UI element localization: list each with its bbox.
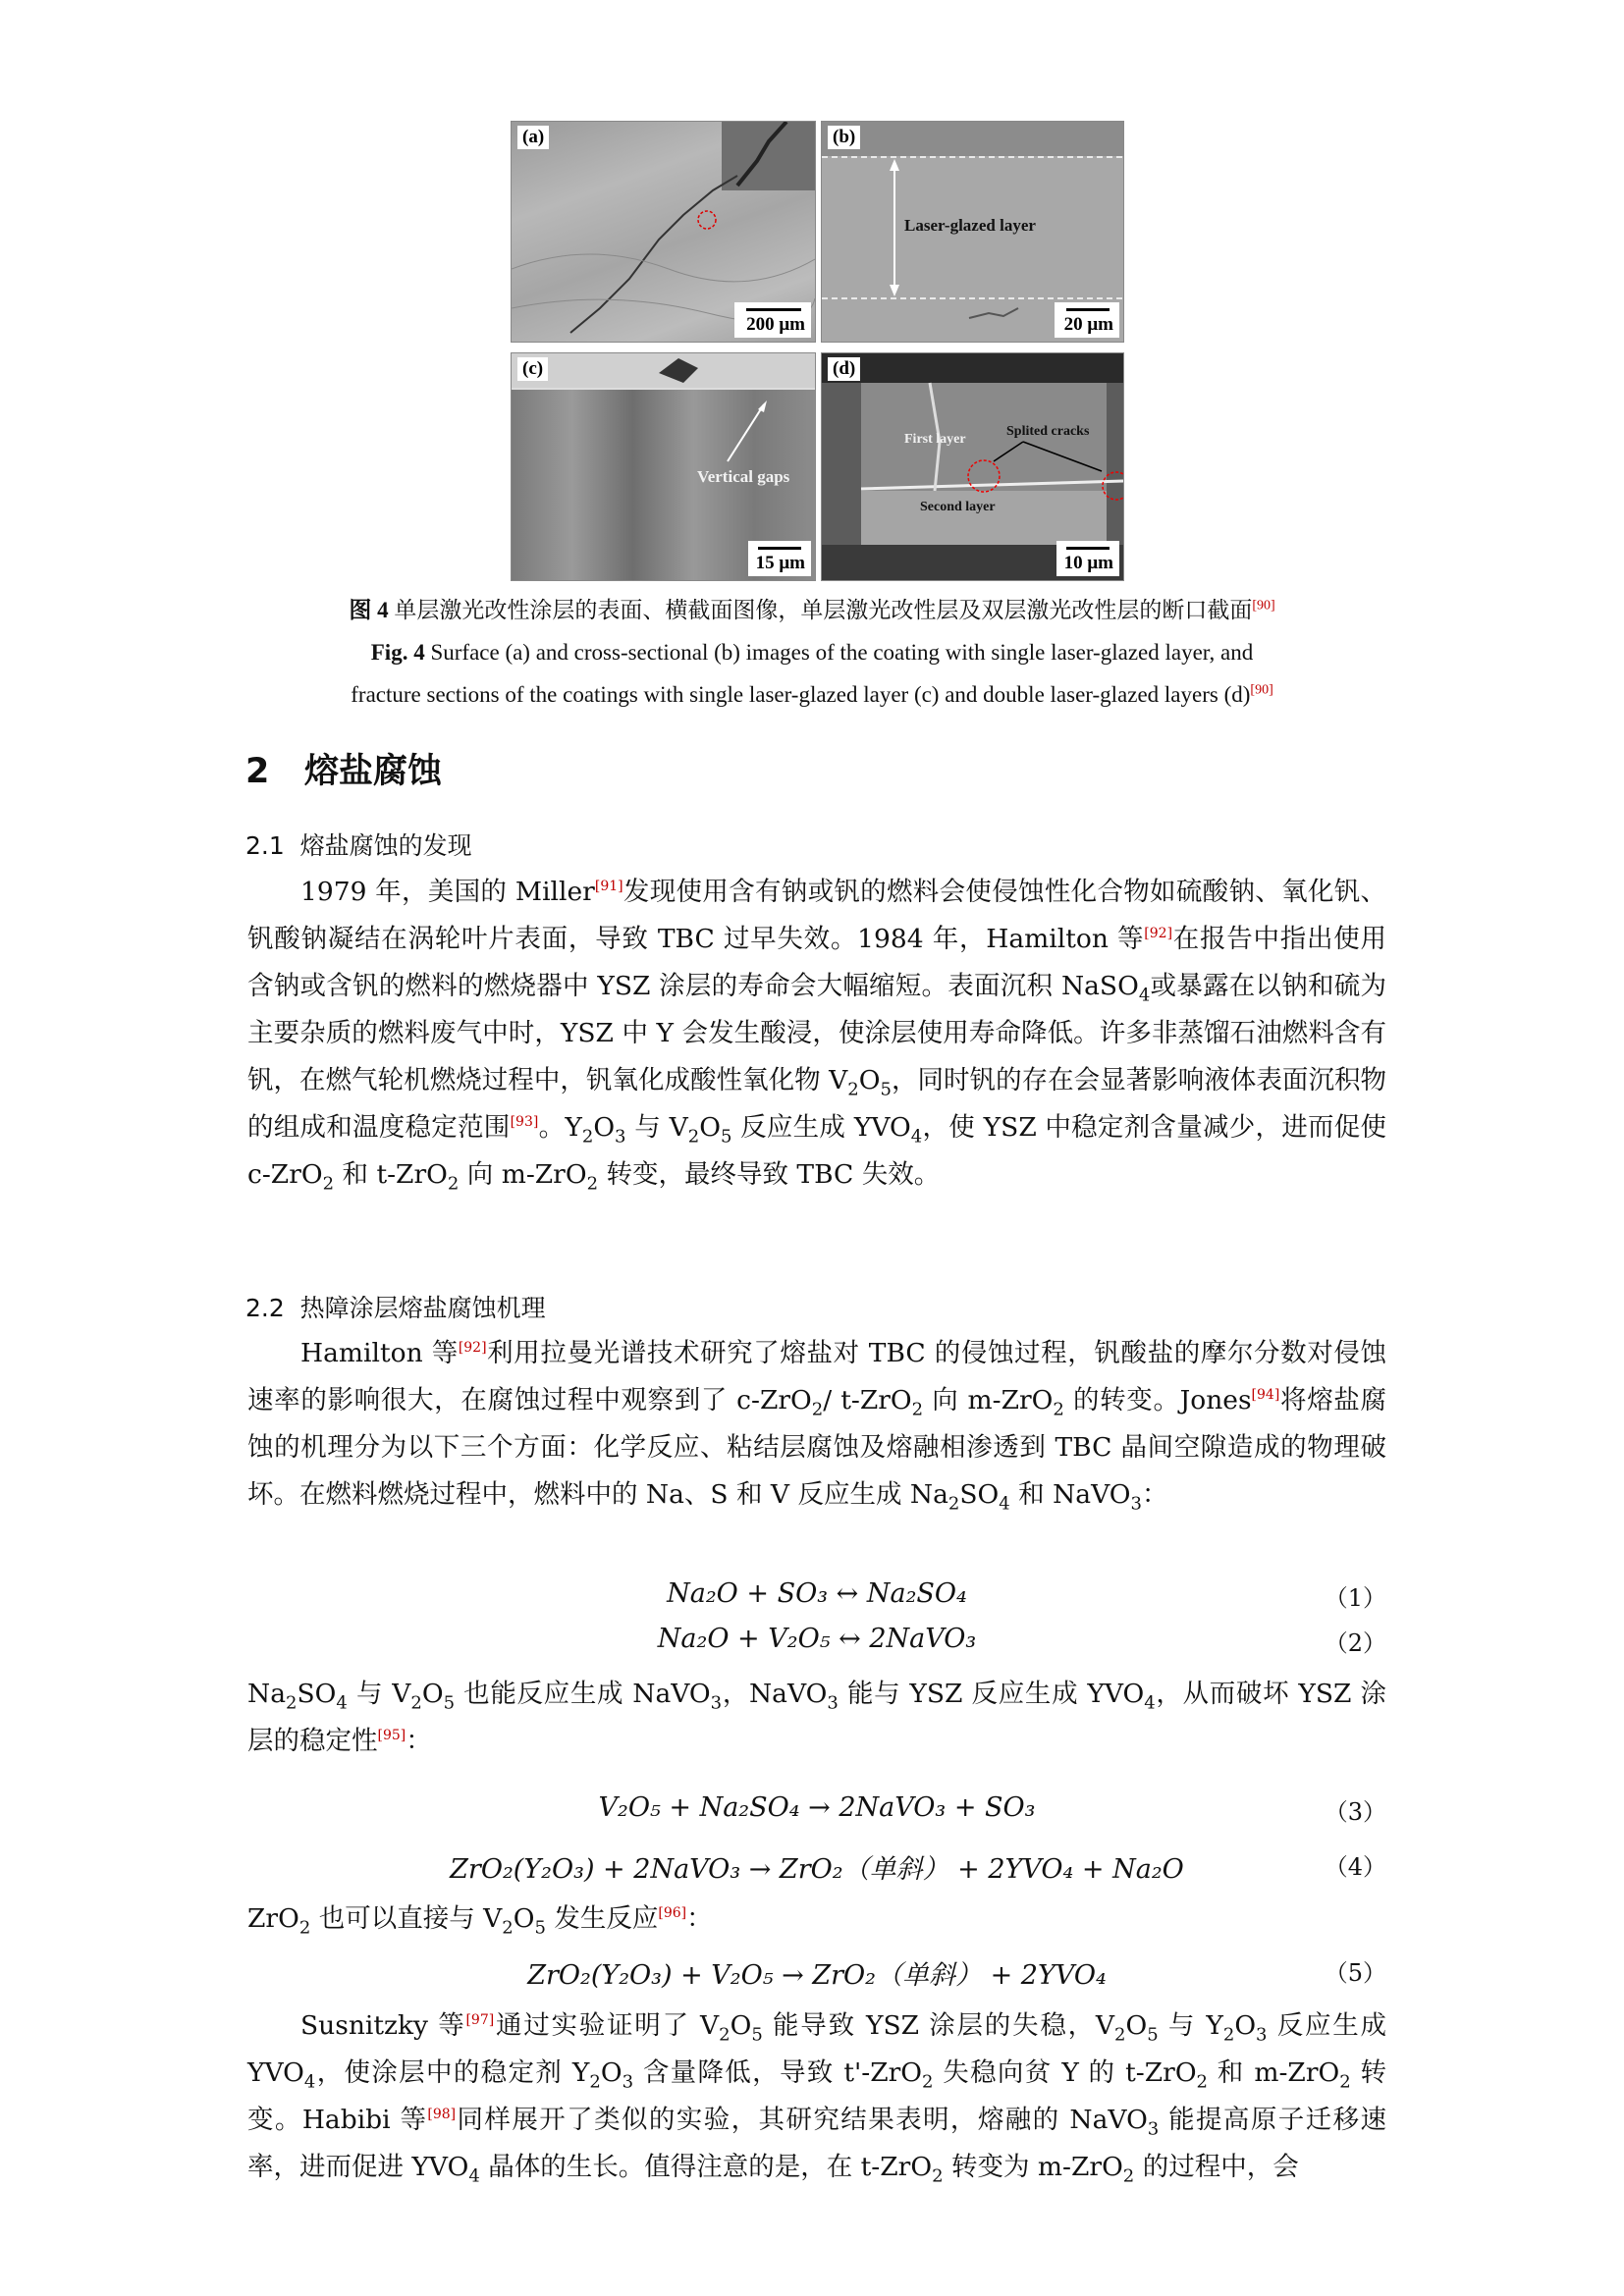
annotation-second-layer: Second layer <box>920 500 996 514</box>
caption-text: 单层激光改性涂层的表面、横截面图像，单层激光改性层及双层激光改性层的断口截面 <box>394 598 1253 622</box>
subsection-title: 热障涂层熔盐腐蚀机理 <box>299 1294 546 1322</box>
equation-number: （3） <box>1324 1798 1386 1826</box>
panel-label: (c) <box>517 357 548 381</box>
scale-text: 20 μm <box>1063 314 1113 335</box>
citation[interactable]: [92] <box>458 1340 487 1357</box>
subsection-number: 2.2 <box>245 1294 285 1322</box>
annotation-splited-cracks: Splited cracks <box>1006 424 1090 439</box>
annotation-laser-glazed-layer: Laser-glazed layer <box>904 216 1036 235</box>
caption-text: Surface (a) and cross-sectional (b) images of the coating with single laser-glazed layer, and <box>430 640 1254 665</box>
citation[interactable]: [91] <box>594 879 623 895</box>
annotation-vertical-gaps: Vertical gaps <box>697 467 790 486</box>
equation-number: （4） <box>1324 1853 1386 1881</box>
citation[interactable]: [94] <box>1251 1387 1280 1404</box>
scale-bar <box>734 302 811 338</box>
equation-5 <box>247 1953 1386 1993</box>
equation-2 <box>247 1624 1386 1663</box>
citation[interactable]: [90] <box>1250 682 1273 698</box>
panel-label: (d) <box>828 357 860 381</box>
citation[interactable]: [93] <box>510 1114 539 1131</box>
scale-text: 15 μm <box>755 553 805 573</box>
equation-number: （5） <box>1324 1959 1386 1987</box>
citation[interactable]: [96] <box>658 1905 687 1922</box>
equation-number: （1） <box>1324 1584 1386 1612</box>
equation-1 <box>247 1578 1386 1618</box>
figure-caption-zh <box>0 592 1624 629</box>
paragraph-2: Hamilton 等[92]利用拉曼光谱技术研究了熔盐对 TBC 的侵蚀过程，钒酸盐的摩尔分数对侵蚀速率的影响很大，在腐蚀过程中观察到了 c-ZrO$_2$/ t-ZrO$_2$ 向 m-ZrO$_2$ 的转变。Jones[94]将熔盐腐蚀的机理分为以下三个方面：化学反应、粘结层腐蚀及熔融相渗透到 TBC 晶间空隙造成的物理破坏。在燃料燃烧过程中，燃料中的 Na、S 和 V 反应生成 $Na_2SO_4$ 和 NaVO$_3$： <box>247 1338 1386 1515</box>
section-number: 2 <box>245 752 270 791</box>
subsection-heading-2-1 <box>245 827 472 862</box>
citation[interactable]: [92] <box>1144 926 1173 942</box>
figure-panel-d <box>821 352 1124 581</box>
scale-text: 10 μm <box>1063 553 1113 573</box>
caption-label: 图 4 <box>349 598 389 622</box>
scale-bar <box>748 541 811 576</box>
subsection-title: 熔盐腐蚀的发现 <box>299 831 472 860</box>
figure-caption-en-2 <box>0 676 1624 714</box>
citation[interactable]: [90] <box>1252 598 1275 614</box>
figure-panel-b <box>821 121 1124 343</box>
paragraph-4: ZrO$_2$ 也可以直接与 $V_2O_5$ 发生反应[96]： <box>247 1903 713 1939</box>
equation-4 <box>247 1847 1386 1887</box>
equation-formula: Na₂O + V₂O₅ ↔ 2NaVO₃ <box>657 1624 977 1654</box>
caption-label: Fig. 4 <box>370 640 425 665</box>
scale-text: 200 μm <box>746 314 805 335</box>
equation-formula: ZrO₂(Y₂O₃) + 2NaVO₃ → ZrO₂（单斜） + 2YVO₄ + Na₂O <box>450 1854 1184 1885</box>
paragraph-3: $Na_2SO_4$ 与 $V_2O_5$ 也能反应生成 NaVO$_3$，NaVO$_3$ 能与 YSZ 反应生成 $YVO_4$，从而破坏 YSZ 涂层的稳定性[95]： <box>247 1679 1386 1756</box>
equation-number: （2） <box>1324 1629 1386 1657</box>
panel-label: (b) <box>828 126 860 149</box>
citation[interactable]: [98] <box>427 2107 457 2123</box>
subsection-number: 2.1 <box>245 831 285 860</box>
figure-panel-c <box>511 352 816 581</box>
citation[interactable]: [95] <box>377 1728 406 1744</box>
scale-bar <box>1055 302 1119 338</box>
subsection-heading-2-2 <box>245 1289 546 1324</box>
caption-text: fracture sections of the coatings with single laser-glazed layer (c) and double laser-glazed layers (d) <box>351 682 1251 707</box>
equation-formula: ZrO₂(Y₂O₃) + V₂O₅ → ZrO₂（单斜） + 2YVO₄ <box>527 1960 1107 1991</box>
equation-formula: Na₂O + SO₃ ↔ Na₂SO₄ <box>667 1578 967 1609</box>
panel-label: (a) <box>517 126 549 149</box>
paragraph-1: 1979 年，美国的 Miller[91]发现使用含有钠或钒的燃料会使侵蚀性化合物如硫酸钠、氧化钒、钒酸钠凝结在涡轮叶片表面，导致 TBC 过早失效。1984 年，Hamilton 等[92]在报告中指出使用含钠或含钒的燃料的燃烧器中 YSZ 涂层的寿命会大幅缩短。表面沉积 NaSO$_4$或暴露在以钠和硫为主要杂质的燃料废气中时，YSZ 中 Y 会发生酸浸，使涂层使用寿命降低。许多非蒸馏石油燃料含有钒，在燃气轮机燃烧过程中，钒氧化成酸性氧化物 $V_2O_5$，同时钒的存在会显著影响液体表面沉积物的组成和温度稳定范围[93]。$Y_2O_3$ 与 $V_2O_5$ 反应生成 $YVO_4$，使 YSZ 中稳定剂含量减少，进而促使 c-ZrO$_2$ 和 t-ZrO$_2$ 向 m-ZrO$_2$ 转变，最终导致 TBC 失效。 <box>247 877 1387 1195</box>
equation-formula: V₂O₅ + Na₂SO₄ → 2NaVO₃ + SO₃ <box>598 1792 1036 1823</box>
section-title: 熔盐腐蚀 <box>304 752 443 791</box>
figure-caption-en-1 <box>0 634 1624 671</box>
equation-3 <box>247 1792 1386 1832</box>
figure-panel-a <box>511 121 816 343</box>
scale-bar <box>1056 541 1119 576</box>
annotation-first-layer: First layer <box>904 432 966 447</box>
section-heading <box>245 744 442 793</box>
citation[interactable]: [97] <box>465 2012 495 2029</box>
paragraph-5: Susnitzky 等[97]通过实验证明了 $V_2O_5$ 能导致 YSZ 涂层的失稳，$V_2O_5$ 与 $Y_2O_3$ 反应生成 $YVO_4$，使涂层中的稳定剂 $Y_2O_3$ 含量降低，导致 t'-ZrO$_2$ 失稳向贫 Y 的 t-ZrO$_2$ 和 m-ZrO$_2$ 转变。Habibi 等[98]同样展开了类似的实验，其研究结果表明，熔融的 NaVO$_3$ 能提高原子迁移速率，进而促进 $YVO_4$ 晶体的生长。值得注意的是，在 t-ZrO$_2$ 转变为 m-ZrO$_2$ 的过程中，会 <box>247 2010 1387 2187</box>
